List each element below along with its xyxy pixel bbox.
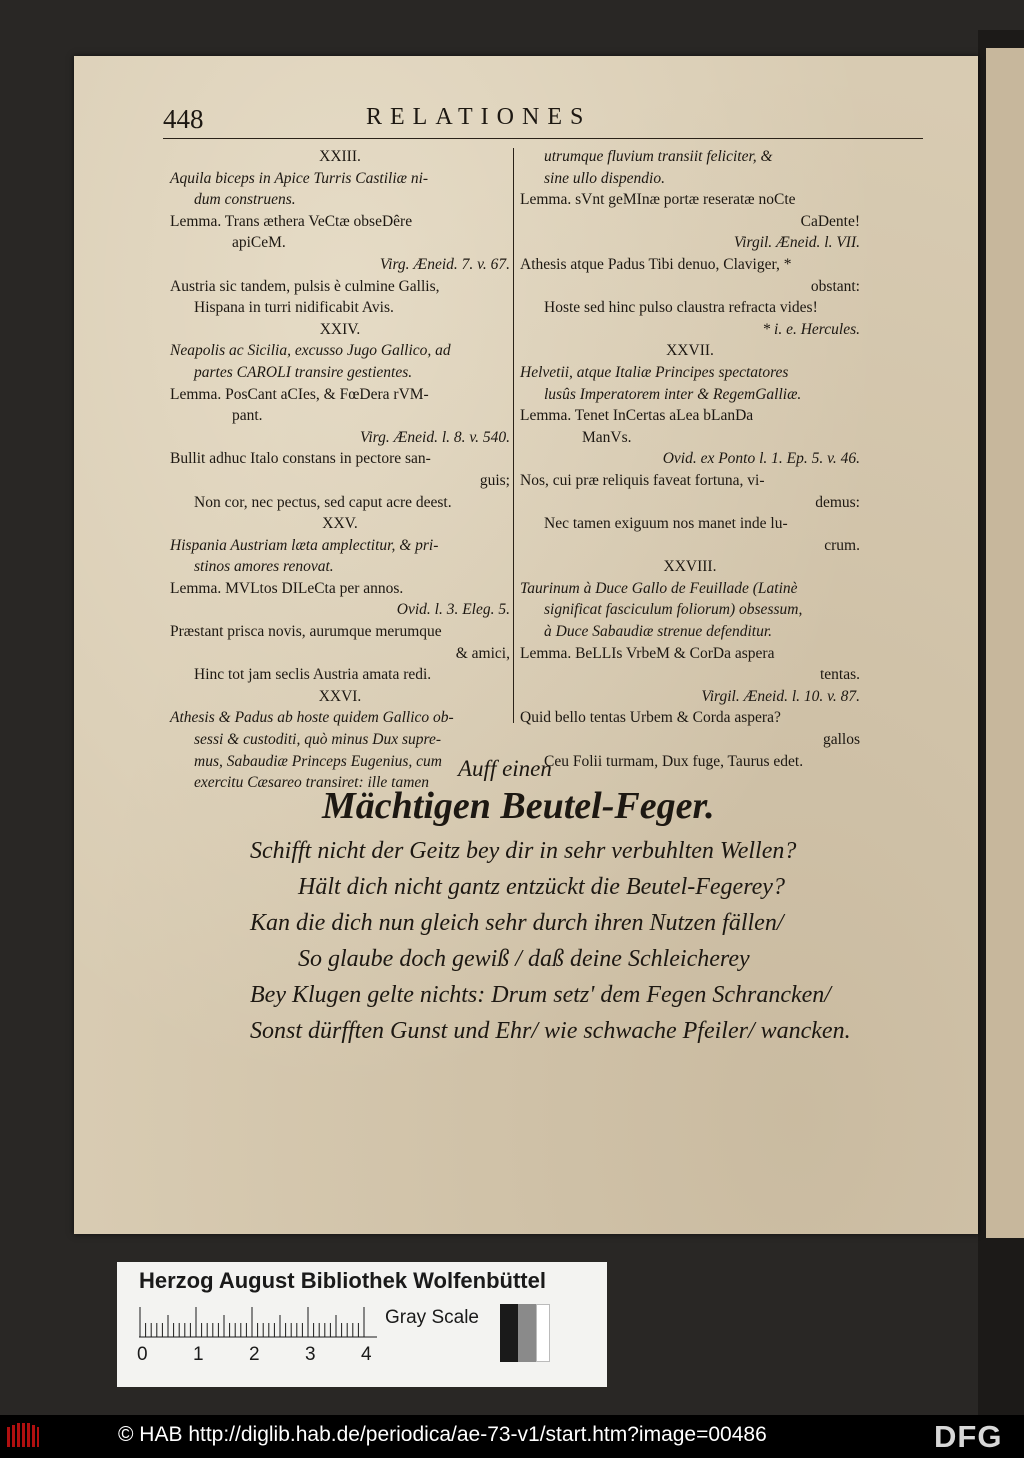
text-line: pant. bbox=[232, 407, 263, 425]
text-line: Ceu Folii turmam, Dux fuge, Taurus edet. bbox=[544, 752, 804, 770]
ruler-number: 0 bbox=[137, 1344, 148, 1365]
ruler-number: 2 bbox=[249, 1344, 260, 1365]
text-line: significat fasciculum foliorum) obsessum, bbox=[544, 601, 803, 619]
gray-swatch-black bbox=[500, 1304, 518, 1362]
library-logo-icon bbox=[6, 1423, 40, 1449]
text-line: Hoste sed hinc pulso claustra refracta vides! bbox=[544, 299, 818, 317]
text-line: partes CAROLI transire gestientes. bbox=[194, 363, 413, 381]
poem-title-small: Auff einen bbox=[458, 756, 552, 781]
text-line: Lemma. Tenet InCertas aLea bLanDa bbox=[520, 407, 754, 425]
section-heading: XXIII. bbox=[319, 148, 361, 165]
text-line: mus, Sabaudiæ Princeps Eugenius, cum bbox=[194, 752, 442, 770]
text-line: Quid bello tentas Urbem & Corda aspera? bbox=[520, 709, 781, 727]
text-line: exercitu Cæsareo transiret: ille tamen bbox=[194, 774, 430, 792]
text-line: ManVs. bbox=[582, 428, 632, 446]
text-line: stinos amores renovat. bbox=[194, 558, 334, 576]
section-heading: XXVIII. bbox=[663, 558, 717, 576]
text-line: Lemma. sVnt geMInæ portæ reseratæ noCte bbox=[520, 191, 796, 209]
text-line: gallos bbox=[822, 731, 860, 749]
poem-line: Schifft nicht der Geitz bey dir in sehr verbuhlten Wellen? bbox=[250, 838, 797, 864]
text-line: Lemma. BeLLIs VrbeM & CorDa aspera bbox=[520, 644, 775, 662]
section-heading: XXVI. bbox=[318, 687, 362, 705]
ruler-number: 3 bbox=[305, 1344, 316, 1365]
text-line: Ovid. ex Ponto l. 1. Ep. 5. v. 46. bbox=[662, 450, 860, 468]
poem-line: Kan die dich nun gleich sehr durch ihren Nutzen fällen/ bbox=[250, 910, 784, 936]
text-line: * i. e. Hercules. bbox=[762, 320, 860, 338]
ruler-number: 1 bbox=[193, 1344, 204, 1365]
text-line: Athesis & Padus ab hoste quidem Gallico ob- bbox=[170, 709, 454, 727]
poem-line: Sonst dürfften Gunst und Ehr/ wie schwache Pfeiler/ wancken. bbox=[250, 1018, 851, 1044]
text-line: lusûs Imperatorem inter & RegemGalliæ. bbox=[544, 385, 802, 403]
left-text-column bbox=[170, 146, 510, 794]
text-line: CaDente! bbox=[800, 212, 860, 230]
page-number: 448 bbox=[163, 104, 204, 134]
text-line: sine ullo dispendio. bbox=[544, 169, 665, 187]
text-line: Taurinum à Duce Gallo de Feuillade (Latinè bbox=[520, 579, 798, 597]
color-calibration-card bbox=[117, 1262, 607, 1387]
text-line: Lemma. Trans æthera VeCtæ obseDêre bbox=[170, 212, 413, 230]
text-line: Aquila biceps in Apice Turris Castiliæ ni- bbox=[170, 169, 429, 187]
text-line: Neapolis ac Sicilia, excusso Jugo Gallico, ad bbox=[170, 342, 451, 360]
ruler-number: 4 bbox=[361, 1344, 372, 1365]
footer-bar bbox=[0, 1415, 1024, 1458]
text-line: Hispana in turri nidificabit Avis. bbox=[194, 299, 394, 317]
text-line: sessi & custoditi, quò minus Dux supre- bbox=[194, 731, 441, 749]
library-name: Herzog August Bibliothek Wolfenbüttel bbox=[139, 1268, 546, 1293]
text-line: Hispania Austriam læta amplectitur, & pri- bbox=[170, 536, 439, 554]
text-line: Lemma. MVLtos DILeCta per annos. bbox=[170, 579, 404, 597]
grayscale-label: Gray Scale bbox=[385, 1307, 479, 1328]
text-line: Virgil. Æneid. l. 10. v. 87. bbox=[701, 687, 860, 705]
poem-line: So glaube doch gewiß / daß deine Schleicherey bbox=[298, 946, 750, 972]
poem-line: Hält dich nicht gantz entzückt die Beutel-Fegerey? bbox=[298, 874, 785, 900]
right-text-column bbox=[520, 146, 860, 772]
running-head: RELATIONES bbox=[366, 104, 592, 130]
poem-line: Bey Klugen gelte nichts: Drum setz' dem Fegen Schrancken/ bbox=[250, 982, 831, 1008]
text-line: Nos, cui præ reliquis faveat fortuna, vi- bbox=[520, 471, 765, 489]
text-line: tentas. bbox=[819, 666, 860, 684]
text-line: apiCeM. bbox=[232, 234, 286, 252]
header-rule bbox=[163, 138, 923, 139]
text-line: à Duce Sabaudiæ strenue defenditur. bbox=[544, 623, 773, 641]
section-heading: XXV. bbox=[322, 515, 358, 533]
text-line: Virg. Æneid. l. 8. v. 540. bbox=[360, 428, 510, 446]
text-line: Hinc tot jam seclis Austria amata redi. bbox=[194, 666, 432, 684]
text-line: Virg. Æneid. 7. v. 67. bbox=[379, 255, 510, 273]
text-line: demus: bbox=[815, 493, 860, 511]
text-line: Lemma. PosCant aCIes, & FœDera rVM- bbox=[170, 385, 429, 403]
text-line: Helvetii, atque Italiæ Principes spectatores bbox=[520, 363, 789, 381]
text-line: & amici, bbox=[455, 644, 510, 662]
ruler-scale bbox=[139, 1304, 377, 1338]
footer-copyright-link[interactable]: © HAB http://diglib.hab.de/periodica/ae-73-v1/start.htm?image=00486 bbox=[118, 1423, 767, 1446]
section-heading: XXIV. bbox=[319, 320, 361, 338]
text-line: obstant: bbox=[810, 277, 860, 295]
gray-swatch-white bbox=[536, 1304, 550, 1362]
gray-swatch-mid bbox=[518, 1304, 536, 1362]
text-line: dum construens. bbox=[194, 191, 296, 209]
text-line: Bullit adhuc Italo constans in pectore san- bbox=[170, 450, 431, 468]
dfg-logo: DFG bbox=[934, 1419, 1003, 1454]
text-line: Austria sic tandem, pulsis è culmine Gallis, bbox=[170, 277, 440, 295]
text-line: crum. bbox=[824, 536, 860, 554]
adjacent-page-edge bbox=[986, 48, 1024, 1238]
text-line: guis; bbox=[479, 471, 510, 489]
text-line: Ovid. l. 3. Eleg. 5. bbox=[396, 601, 510, 619]
text-line: Virgil. Æneid. l. VII. bbox=[733, 234, 860, 252]
text-line: utrumque fluvium transiit feliciter, & bbox=[544, 148, 773, 165]
column-divider bbox=[513, 148, 514, 723]
section-heading: XXVII. bbox=[666, 342, 714, 360]
poem-title-large: Mächtigen Beutel-Feger. bbox=[322, 785, 715, 827]
text-line: Non cor, nec pectus, sed caput acre deest. bbox=[194, 493, 452, 511]
text-line: Præstant prisca novis, aurumque merumque bbox=[170, 623, 442, 641]
text-line: Athesis atque Padus Tibi denuo, Claviger, * bbox=[520, 255, 792, 273]
text-line: Nec tamen exiguum nos manet inde lu- bbox=[544, 515, 788, 533]
